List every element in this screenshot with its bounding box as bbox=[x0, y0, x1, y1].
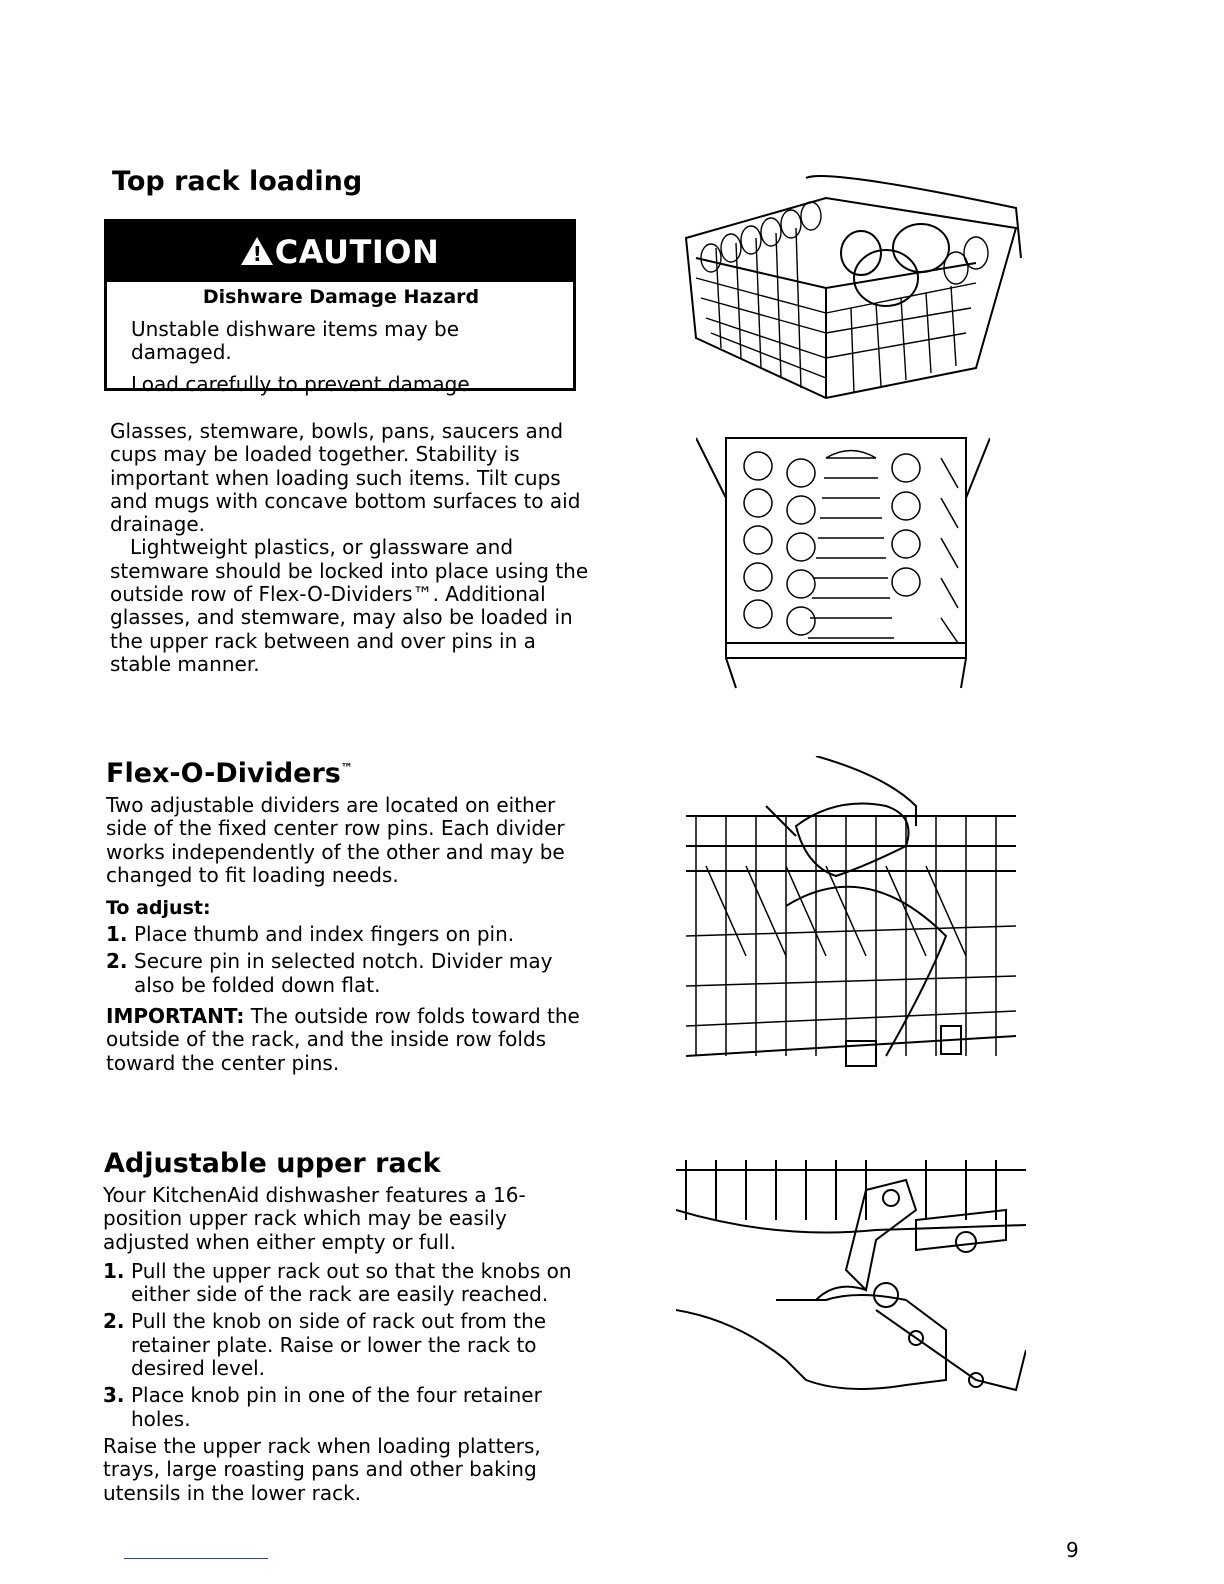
step-number: 3. bbox=[103, 1383, 125, 1408]
warning-triangle-icon: ! bbox=[241, 237, 273, 265]
divider bbox=[124, 1558, 268, 1559]
flex-title-text: Flex-O-Dividers bbox=[106, 758, 341, 789]
flex-intro: Two adjustable dividers are located on either side of the fixed center row pins. Each divider works independently of the other and may be changed to fit loading needs. bbox=[106, 793, 565, 887]
step-text: Place thumb and index fingers on pin. bbox=[134, 922, 515, 947]
adjustable-intro: Your KitchenAid dishwasher features a 16-position upper rack which may be easily adjusted when either empty or full. bbox=[103, 1183, 526, 1254]
to-adjust-label: To adjust: bbox=[106, 897, 211, 920]
step-text: Secure pin in selected notch. Divider may also be folded down flat. bbox=[134, 949, 553, 997]
list-item bbox=[103, 1384, 595, 1431]
page-number: 9 bbox=[1066, 1538, 1079, 1562]
adjustable-steps-list bbox=[103, 1260, 595, 1431]
caution-word: CAUTION bbox=[274, 233, 440, 271]
top-rack-paragraph-1: Glasses, stemware, bowls, pans, saucers and cups may be loaded together. Stability is important when loading such items. Tilt cups and mugs with concave bottom surfaces to aid drainage. bbox=[110, 419, 581, 537]
section-title-top-rack: Top rack loading bbox=[112, 166, 363, 197]
step-number: 1. bbox=[103, 1258, 125, 1283]
caution-line-1: Unstable dishware items may be damaged. bbox=[131, 317, 460, 364]
step-number: 1. bbox=[106, 922, 128, 947]
illustration-top-rack-overhead bbox=[696, 428, 990, 694]
caution-header bbox=[107, 222, 573, 282]
step-number: 2. bbox=[106, 949, 128, 974]
step-text: Pull the knob on side of rack out from the retainer plate. Raise or lower the rack to desired level. bbox=[131, 1309, 547, 1381]
step-number: 2. bbox=[103, 1309, 125, 1334]
illustration-flex-o-dividers bbox=[686, 756, 1016, 1068]
important-label: IMPORTANT: bbox=[106, 1004, 245, 1029]
flex-important-note bbox=[106, 1005, 596, 1075]
flex-steps-list bbox=[106, 923, 596, 997]
list-item bbox=[106, 950, 596, 997]
list-item bbox=[106, 923, 596, 946]
top-rack-paragraph-2: Lightweight plastics, or glassware and stemware should be locked into place using the outside row of Flex-O-Dividers™. Additional glasses, and stemware, may also be loaded in the upper rack between and over pins in a stable manner. bbox=[110, 535, 589, 676]
important-text: The outside row folds toward the outside of the rack, and the inside row folds toward the center pins. bbox=[106, 1004, 580, 1075]
adjustable-outro: Raise the upper rack when loading platters, trays, large roasting pans and other baking utensils in the lower rack. bbox=[103, 1433, 541, 1505]
section-title-flex-o-dividers bbox=[106, 758, 353, 789]
step-text: Pull the upper rack out so that the knobs on either side of the rack are easily reached. bbox=[131, 1258, 572, 1307]
illustration-adjustable-rack bbox=[676, 1150, 1026, 1400]
trademark-symbol: ™ bbox=[340, 761, 353, 775]
illustration-top-rack-loaded bbox=[676, 168, 1032, 408]
caution-hazard: Dishware Damage Hazard bbox=[202, 286, 480, 308]
list-item bbox=[103, 1260, 595, 1307]
step-text: Place knob pin in one of the four retainer holes. bbox=[131, 1383, 542, 1431]
caution-line-2: Load carefully to prevent damage. bbox=[131, 372, 476, 396]
list-item bbox=[103, 1310, 595, 1380]
caution-box bbox=[104, 219, 576, 396]
section-title-adjustable-rack: Adjustable upper rack bbox=[104, 1148, 441, 1179]
